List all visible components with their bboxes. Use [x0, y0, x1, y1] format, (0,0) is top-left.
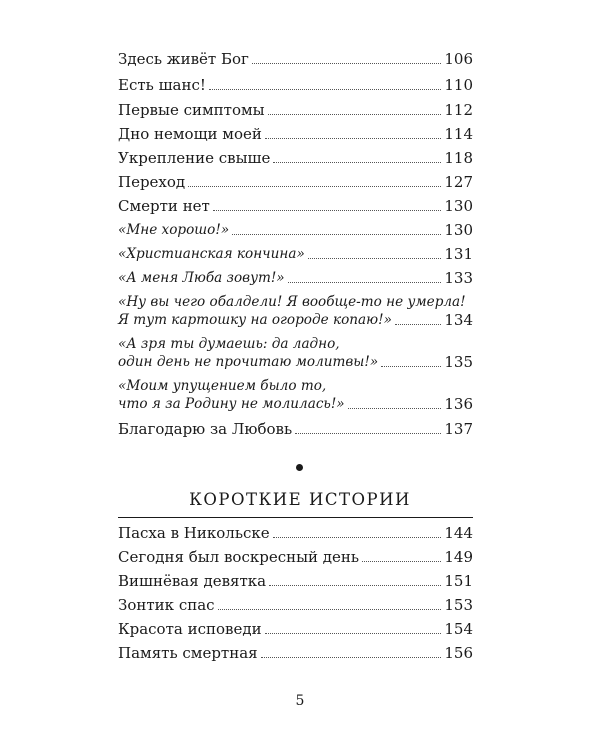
- page-number: 5: [295, 693, 305, 709]
- dot-leader: [348, 408, 442, 409]
- toc-entry: [118, 620, 473, 638]
- dot-leader: [218, 609, 442, 610]
- toc-title: Первые симптомы: [118, 101, 265, 119]
- toc-page-number: 114: [444, 125, 473, 143]
- dot-leader: [213, 210, 441, 211]
- toc-entry: [118, 101, 473, 119]
- dot-leader: [188, 186, 441, 187]
- dot-leader: [362, 561, 441, 562]
- dot-leader: [381, 366, 441, 367]
- toc-entry: [118, 245, 473, 263]
- dot-leader: [265, 633, 442, 634]
- toc-page-number: 110: [444, 76, 473, 94]
- toc-entry: [118, 76, 473, 94]
- toc-title: Благодарю за Любовь: [118, 420, 293, 438]
- toc-title: один день не прочитаю молитвы!»: [118, 354, 379, 370]
- dot-leader: [395, 324, 441, 325]
- toc-title: Вишнёвая девятка: [118, 572, 267, 590]
- toc-entry: [118, 596, 473, 614]
- toc-title: что я за Родину не молилась!»: [118, 396, 345, 412]
- toc-page-number: 149: [444, 548, 473, 566]
- toc-title: Укрепление свыше: [118, 149, 271, 167]
- toc-title: Я тут картошку на огороде копаю!»: [118, 312, 392, 328]
- dot-leader: [261, 657, 442, 658]
- toc-title: Дно немощи моей: [118, 125, 262, 143]
- toc-entry: [118, 50, 473, 68]
- toc-title: «Мне хорошо!»: [118, 222, 230, 238]
- toc-title-line1: «Моим упущением было то,: [118, 378, 327, 394]
- dot-leader: [269, 585, 441, 586]
- toc-entry: [118, 524, 473, 542]
- toc-title: Пасха в Никольске: [118, 524, 270, 542]
- toc-title: Зонтик спас: [118, 596, 215, 614]
- toc-title: «Христианская кончина»: [118, 246, 305, 262]
- toc-entry: [118, 548, 473, 566]
- toc-title: Смерти нет: [118, 197, 210, 215]
- toc-entry: [118, 197, 473, 215]
- toc-page-number: 156: [444, 644, 473, 662]
- toc-title-line1: «А зря ты думаешь: да ладно,: [118, 336, 340, 352]
- toc-page-number: 130: [444, 197, 473, 215]
- toc-page-number: 151: [444, 572, 473, 590]
- dot-leader: [268, 114, 442, 115]
- toc-title: Красота исповеди: [118, 620, 262, 638]
- dot-leader: [288, 282, 442, 283]
- toc-page-number: 135: [444, 353, 473, 371]
- section-rule: [118, 517, 473, 518]
- toc-page-number: 118: [444, 149, 473, 167]
- dot-leader: [273, 537, 442, 538]
- toc-page-number: 136: [444, 395, 473, 413]
- toc-page-number: 130: [444, 221, 473, 239]
- dot-leader: [265, 138, 442, 139]
- toc-entry: [118, 644, 473, 662]
- dot-leader: [252, 63, 441, 64]
- toc-page-number: 154: [444, 620, 473, 638]
- dot-leader: [308, 258, 442, 259]
- toc-title: «А меня Люба зовут!»: [118, 270, 285, 286]
- toc-entry-multiline: [118, 335, 473, 371]
- toc-title: Переход: [118, 173, 186, 191]
- toc-page-number: 144: [444, 524, 473, 542]
- toc-entry: [118, 149, 473, 167]
- toc-entry-multiline: [118, 293, 473, 329]
- toc-entry: [118, 173, 473, 191]
- toc-entry: [118, 420, 473, 438]
- section-title: КОРОТКИЕ ИСТОРИИ: [189, 490, 411, 509]
- toc-entry-multiline: [118, 377, 473, 413]
- toc-entry: [118, 221, 473, 239]
- toc-title: Есть шанс!: [118, 76, 206, 94]
- toc-title: Здесь живёт Бог: [118, 50, 249, 68]
- toc-entry: [118, 125, 473, 143]
- bullet-divider: [296, 464, 303, 471]
- toc-page-number: 153: [444, 596, 473, 614]
- toc-title: Сегодня был воскресный день: [118, 548, 360, 566]
- dot-leader: [209, 89, 441, 90]
- dot-leader: [295, 433, 441, 434]
- toc-page-number: 134: [444, 311, 473, 329]
- dot-leader: [232, 234, 441, 235]
- toc-page-number: 133: [444, 269, 473, 287]
- toc-page-number: 106: [444, 50, 473, 68]
- toc-page-number: 112: [444, 101, 473, 119]
- toc-entry: [118, 269, 473, 287]
- toc-page-number: 127: [444, 173, 473, 191]
- toc-title-line1: «Ну вы чего обалдели! Я вообще-то не умерла!: [118, 294, 466, 310]
- toc-page-number: 131: [444, 245, 473, 263]
- dot-leader: [273, 162, 441, 163]
- toc-page-number: 137: [444, 420, 473, 438]
- toc-entry: [118, 572, 473, 590]
- toc-title: Память смертная: [118, 644, 258, 662]
